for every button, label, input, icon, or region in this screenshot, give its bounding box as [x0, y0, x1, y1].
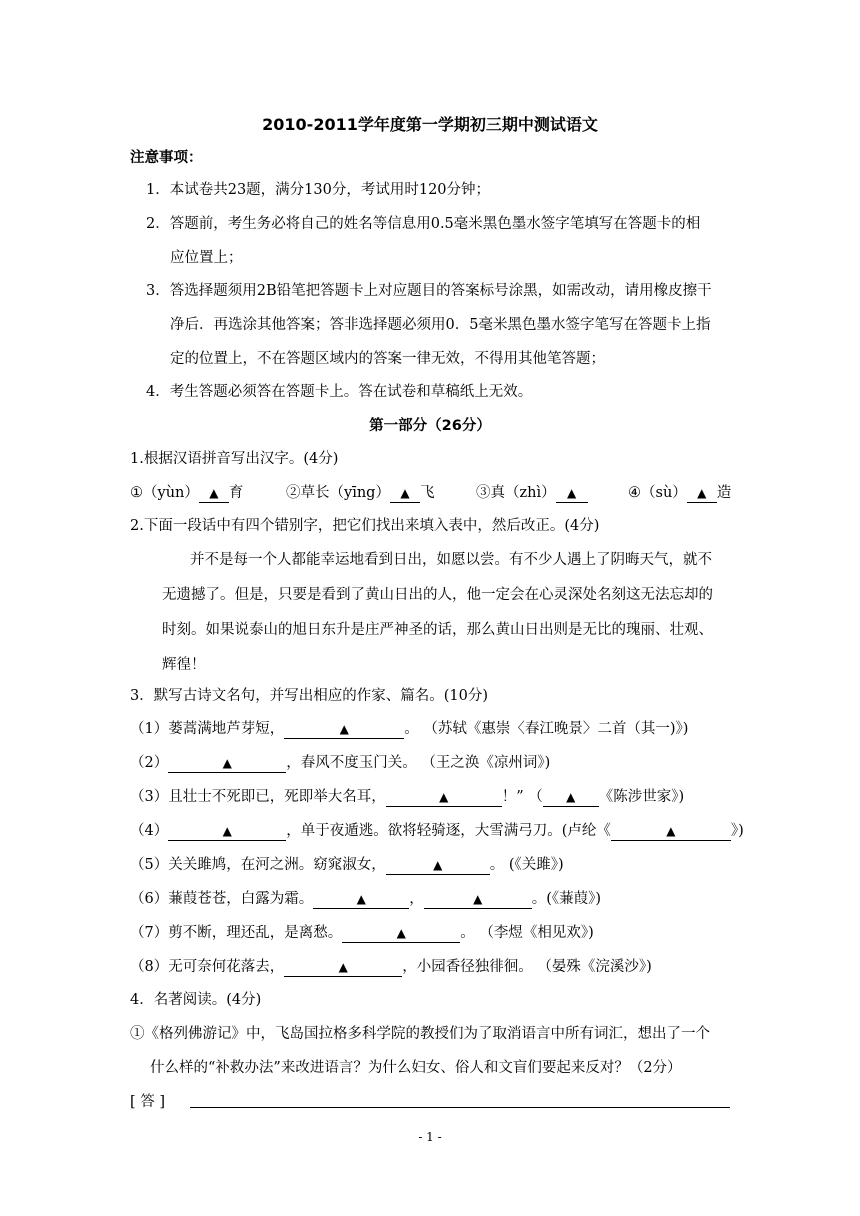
answer-label: [ 答 ]: [130, 1094, 166, 1110]
q2-passage-line: 时刻。如果说泰山的旭日东升是庄严神圣的话，那么黄山日出则是无比的瑰丽、壮观、: [162, 622, 713, 638]
q2-passage-line: 无遗撼了。但是，只要是看到了黄山日出的人，他一定会在心灵深处名刻这无法忘却的: [162, 587, 713, 603]
answer-blank[interactable]: ▲: [168, 754, 286, 773]
answer-blank[interactable]: ▲: [168, 822, 286, 841]
q3-line-8: （8）无可奈何花落去， ▲ ，小园香径独徘徊。 （晏殊《浣溪沙》): [130, 959, 652, 975]
answer-blank[interactable]: ▲: [424, 890, 532, 909]
answer-blank[interactable]: ▲: [687, 484, 717, 503]
answer-blank[interactable]: ▲: [313, 890, 409, 909]
q3-line-7: （7）剪不断，理还乱，是离愁。 ▲ 。 （李煜《相见欢》): [130, 925, 594, 941]
answer-blank[interactable]: ▲: [284, 958, 402, 977]
q3-line-3: （3）且壮士不死即已，死即举大名耳， ▲ ！” （ ▲ 《陈涉世家》): [130, 789, 685, 805]
q3-line-1: （1）蒌蒿满地芦芽短， ▲ 。 （苏轼《惠崇〈春江晚景〉二首（其一)》): [130, 721, 689, 737]
notice-3: 3．答选择题须用2B铅笔把答题卡上对应题目的答案标号涂黑，如需改动，请用橡皮擦干: [146, 283, 712, 299]
notice-heading: 注意事项：: [130, 150, 203, 166]
answer-blank[interactable]: ▲: [386, 788, 502, 807]
q3-line-6: （6）蒹葭苍苍，白露为霜。 ▲ ， ▲ 。(《蒹葭》): [130, 891, 602, 907]
answer-blank[interactable]: ▲: [342, 924, 460, 943]
answer-blank[interactable]: ▲: [386, 856, 490, 875]
q3-line-5: （5）关关雎鸠，在河之洲。窈窕淑女， ▲ 。 (《关雎》): [130, 857, 564, 873]
page-title: 2010-2011学年度第一学期初三期中测试语文: [262, 115, 598, 134]
q4-stem: 4．名著阅读。(4分): [130, 992, 262, 1008]
page-number: - 1 -: [418, 1130, 442, 1144]
q1-item-3: ③真（zhì） ▲: [476, 483, 588, 503]
q2-passage-line: 辉徨！: [162, 657, 206, 673]
notice-3-cont2: 定的位置上，不在答题区域内的答案一律无效，不得用其他笔答题；: [170, 351, 605, 367]
answer-line[interactable]: [190, 1107, 730, 1108]
answer-blank[interactable]: ▲: [543, 788, 599, 807]
q4-sub1-line2: 什么样的“补救办法”来改进语言？为什么妇女、俗人和文盲们要起来反对？（2分）: [150, 1060, 682, 1076]
q4-sub1-line1: ①《格列佛游记》中，飞岛国拉格多科学院的教授们为了取消语言中所有词汇，想出了一个: [130, 1026, 710, 1042]
notice-3-cont: 净后．再选涂其他答案；答非选择题必须用0．5毫米黑色墨水签字笔写在答题卡上指: [170, 317, 711, 333]
q2-passage-line: 并不是每一个人都能幸运地看到日出，如愿以尝。有不少人遇上了阴晦天气，就不: [190, 552, 712, 568]
notice-2-cont: 应位置上；: [170, 250, 243, 266]
q1-item-1: ①（yùn） ▲ 育: [130, 485, 244, 501]
q3-line-2: （2） ▲ ，春风不度玉门关。 （王之涣《凉州词》): [130, 755, 551, 771]
notice-1: 1．本试卷共23题，满分130分，考试用时120分钟；: [146, 182, 491, 198]
answer-blank[interactable]: ▲: [199, 484, 229, 503]
answer-blank[interactable]: ▲: [284, 720, 404, 739]
q1-stem: 1.根据汉语拼音写出汉字。(4分): [130, 451, 339, 467]
answer-blank[interactable]: ▲: [390, 484, 420, 503]
answer-blank[interactable]: ▲: [556, 484, 588, 503]
q1-item-2: ②草长（yīng） ▲ 飞: [286, 485, 435, 501]
notice-2: 2．答题前，考生务必将自己的姓名等信息用0.5毫米黑色墨水签字笔填写在答题卡的相: [146, 216, 701, 232]
q3-stem: 3．默写古诗文名句，并写出相应的作家、篇名。(10分): [130, 688, 488, 704]
q3-line-4: （4） ▲ ，单于夜遁逃。欲将轻骑逐，大雪满弓刀。(卢纶《 ▲ 》): [130, 823, 744, 839]
answer-blank[interactable]: ▲: [611, 822, 731, 841]
notice-4: 4．考生答题必须答在答题卡上。答在试卷和草稿纸上无效。: [146, 384, 533, 400]
q1-item-4: ④（sù） ▲ 造: [628, 485, 732, 501]
part-heading: 第一部分（26分）: [369, 418, 491, 434]
q2-stem: 2.下面一段话中有四个错别字，把它们找出来填入表中，然后改正。(4分): [130, 518, 600, 534]
